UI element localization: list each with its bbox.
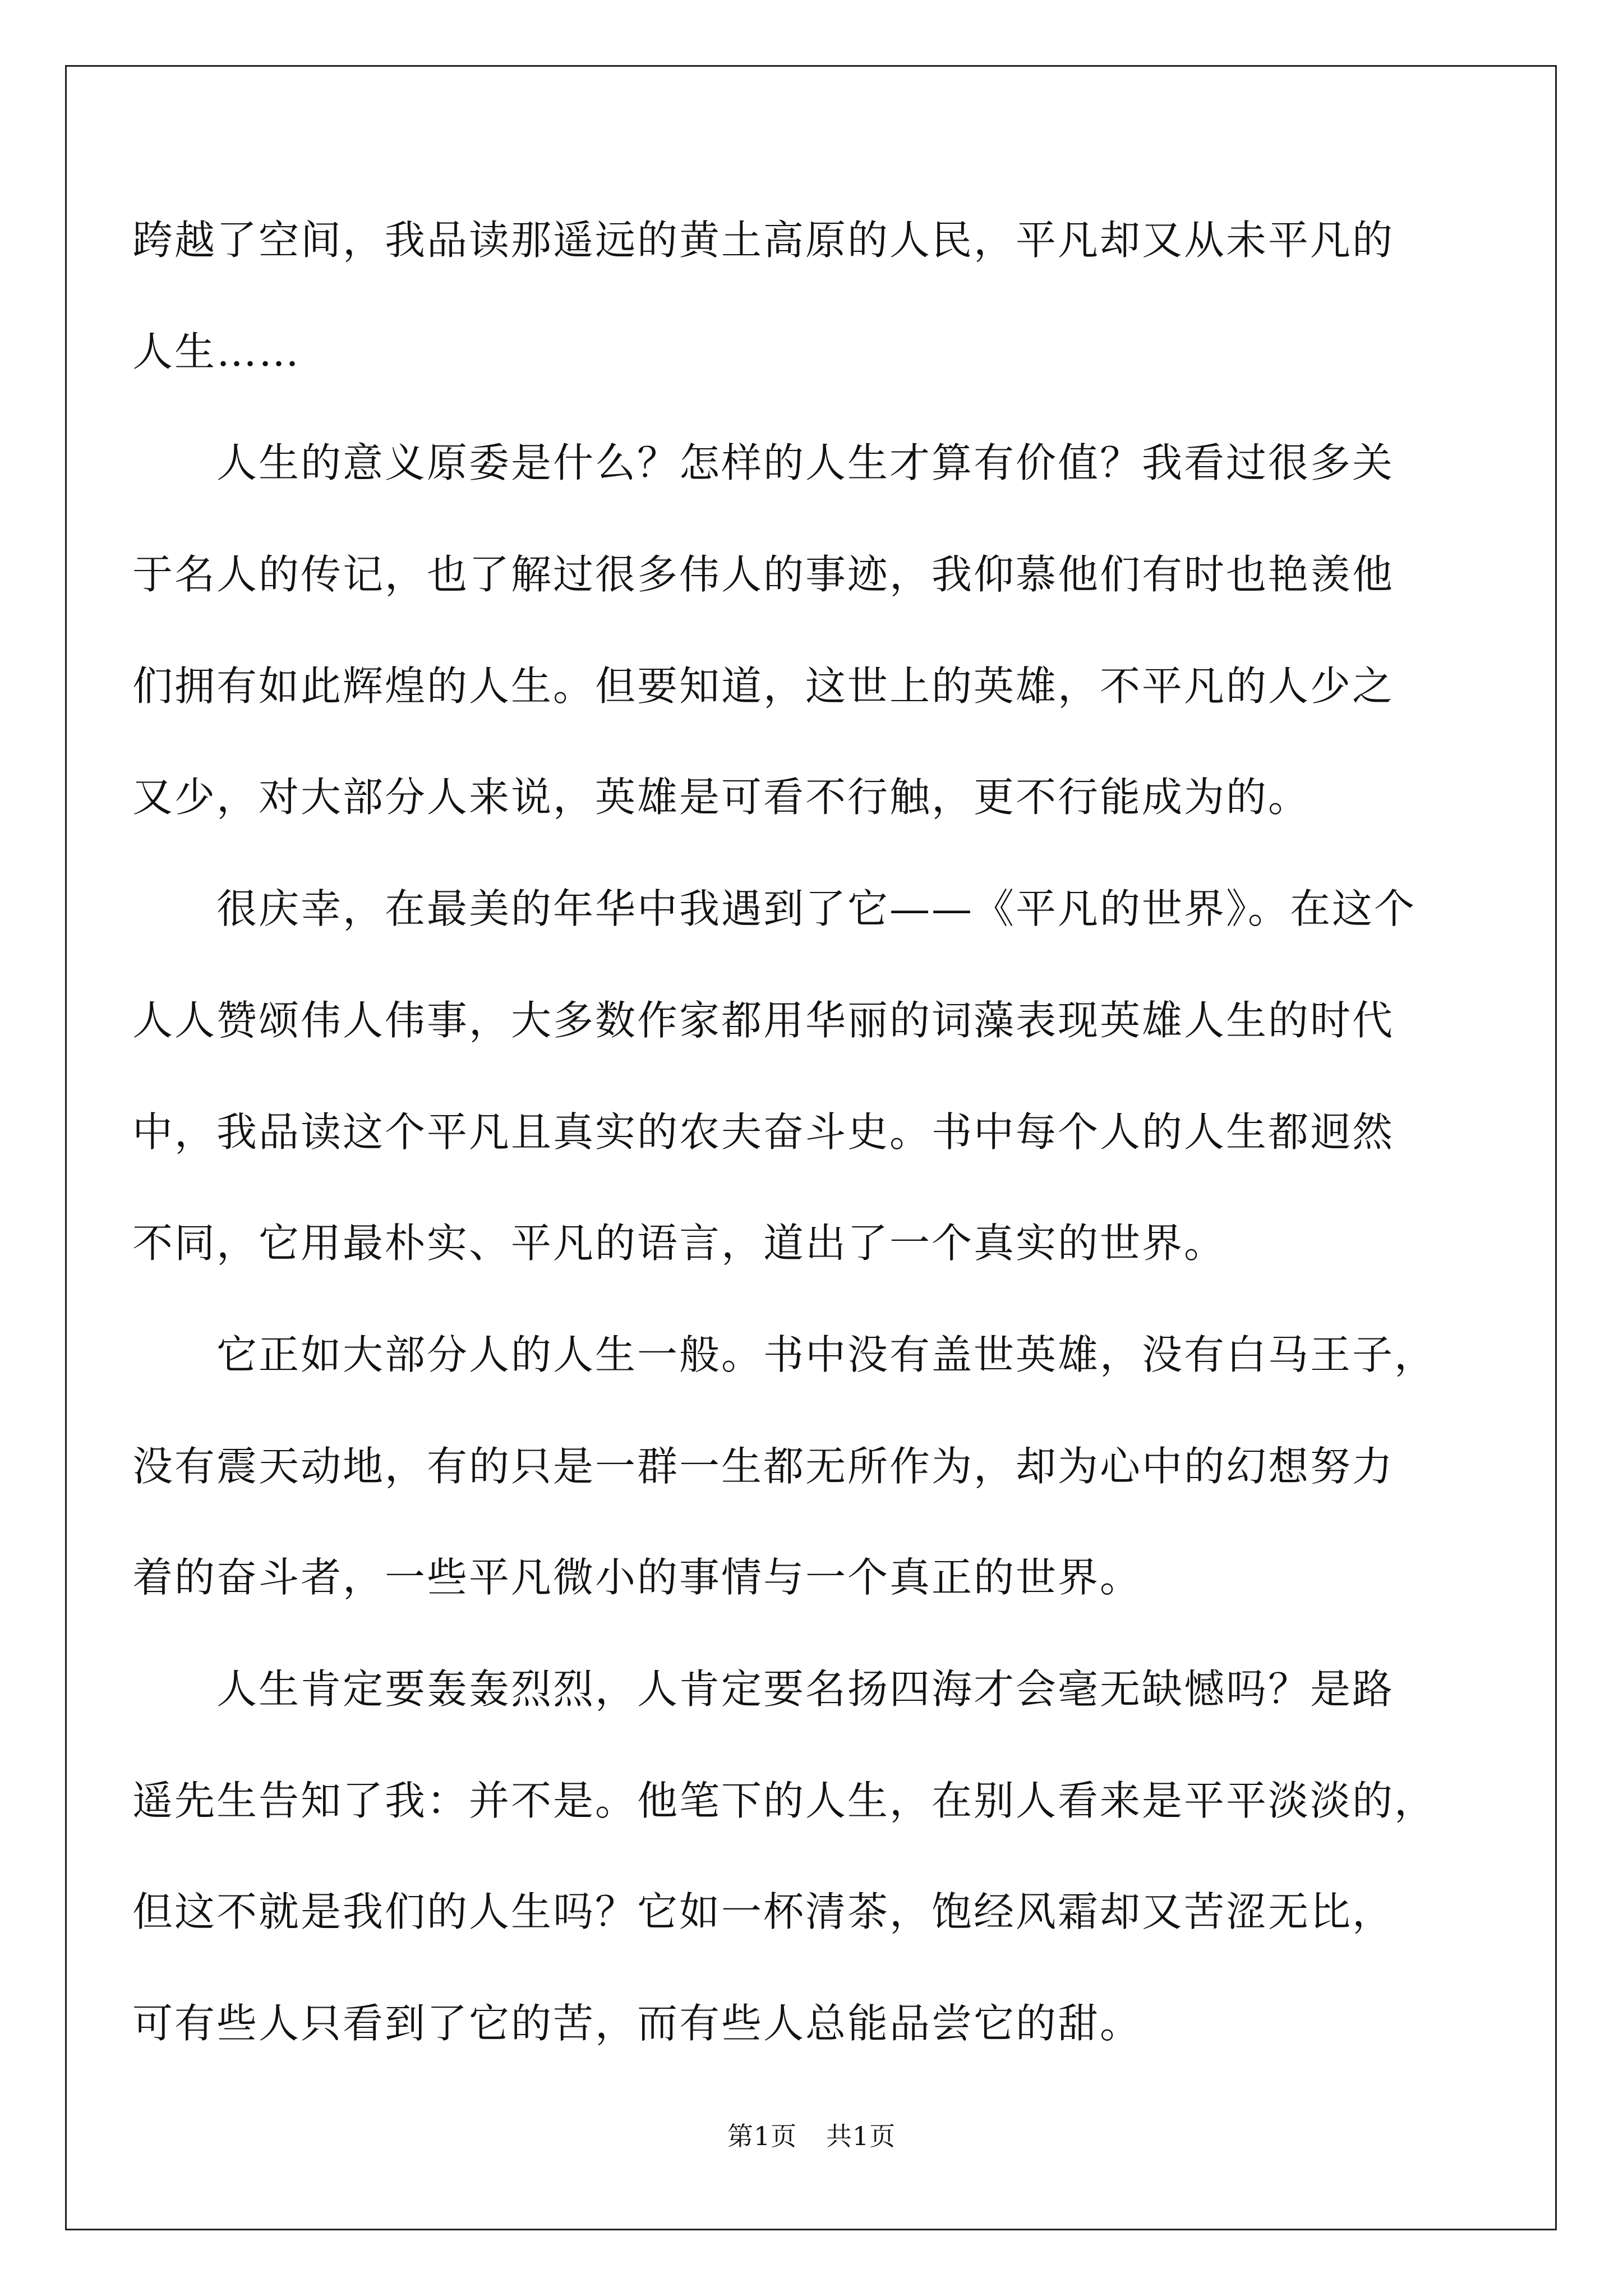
text-line: 人生的意义原委是什么？怎样的人生才算有价值？我看过很多关 <box>216 439 1395 487</box>
text-line: 人生肯定要轰轰烈烈，人肯定要名扬四海才会毫无缺憾吗？是路 <box>216 1665 1395 1713</box>
text-line: 人生…… <box>132 328 301 375</box>
text-line: 中，我品读这个平凡且真实的农夫奋斗史。书中每个人的人生都迥然 <box>132 1108 1395 1156</box>
text-line: 没有震天动地，有的只是一群一生都无所作为，却为心中的幻想努力 <box>132 1442 1395 1490</box>
text-line: 又少，对大部分人来说，英雄是可看不行触，更不行能成为的。 <box>132 774 1311 821</box>
text-line: 但这不就是我们的人生吗？它如一杯清茶，饱经风霜却又苦涩无比， <box>132 1888 1395 1936</box>
text-line: 不同，它用最朴实、平凡的语言，道出了一个真实的世界。 <box>132 1220 1227 1267</box>
text-line: 遥先生告知了我：并不是。他笔下的人生，在别人看来是平平淡淡的， <box>132 1777 1437 1824</box>
page-footer <box>0 2116 1623 2153</box>
text-line: 于名人的传记，也了解过很多伟人的事迹，我仰慕他们有时也艳羡他 <box>132 551 1395 599</box>
text-line: 着的奋斗者，一些平凡微小的事情与一个真正的世界。 <box>132 1554 1142 1602</box>
document-body <box>132 208 1495 2102</box>
text-line: 人人赞颂伟人伟事，大多数作家都用华丽的词藻表现英雄人生的时代 <box>132 996 1395 1044</box>
text-line: 们拥有如此辉煌的人生。但要知道，这世上的英雄，不平凡的人少之 <box>132 662 1395 710</box>
text-line: 跨越了空间，我品读那遥远的黄土高原的人民，平凡却又从未平凡的 <box>132 217 1395 264</box>
page-number: 第1页 <box>727 2121 797 2151</box>
page-total: 共1页 <box>826 2121 896 2151</box>
text-line: 可有些人只看到了它的苦，而有些人总能品尝它的甜。 <box>132 2000 1142 2047</box>
text-line: 很庆幸，在最美的年华中我遇到了它——《平凡的世界》。在这个 <box>216 885 1417 933</box>
text-line: 它正如大部分人的人生一般。书中没有盖世英雄，没有白马王子， <box>216 1331 1437 1378</box>
